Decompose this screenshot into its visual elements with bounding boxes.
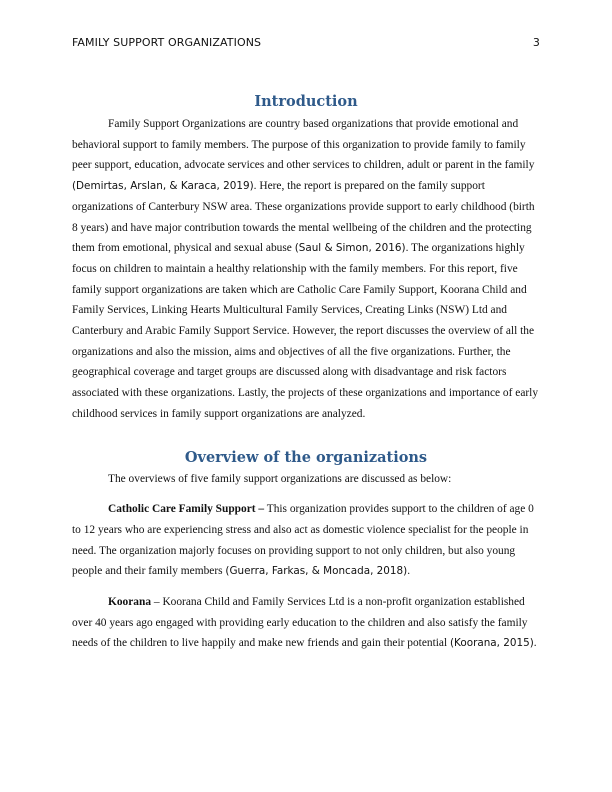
koorana-paragraph	[72, 592, 540, 654]
introduction-heading: Introduction	[254, 93, 358, 110]
catholic-care-end: .	[407, 565, 411, 578]
koorana-citation: (Koorana, 2015)	[450, 637, 534, 650]
catholic-care-citation: (Guerra, Farkas, & Moncada, 2018)	[225, 565, 408, 578]
introduction-paragraph	[72, 114, 540, 425]
koorana-end: .	[533, 637, 537, 650]
intro-citation-1: (Demirtas, Arslan, & Karaca, 2019)	[72, 180, 254, 193]
catholic-care-title: Catholic Care Family Support –	[108, 503, 265, 516]
catholic-care-text: This organization provides support to the children of age 0 to 12 years who are experiencing stress and also act as domestic violence specialist for the people in need. The organization majorly focuses on providing support to not only children, but also young people and their family members	[72, 503, 534, 578]
overview-heading: Overview of the organizations	[184, 448, 428, 466]
catholic-care-paragraph	[72, 499, 540, 582]
document-body	[72, 93, 540, 654]
intro-text-3: . The organizations highly focus on children to maintain a healthy relationship with the family members. For this report, five family support organizations are taken which are Catholic Care Family Support, Koorana Child and Family Services, Linking Hearts Multicultural Family Services, Creating Links (NSW) Ltd and Canterbury and Arabic Family Support Service. However, the report discusses the overview of all the organizations and also the mission, aims and objectives of all the five organizations. Further, the geographical coverage and target groups are discussed along with disadvantage and risk factors associated with these organizations. Lastly, the projects of these organizations and importance of early childhood services in family support organizations are analyzed.	[72, 242, 539, 420]
running-title: FAMILY SUPPORT ORGANIZATIONS	[72, 36, 262, 49]
intro-text-2: . Here, the report is prepared on the family support organizations of Canterbury NSW area. These organizations provide support to early childhood (birth 8 years) and have major contribution towards the mental wellbeing of the children and the protecting them from emotional, physical and sexual abuse	[72, 180, 535, 255]
page-number: 3	[532, 36, 540, 49]
intro-citation-2: (Saul & Simon, 2016)	[294, 242, 406, 255]
page-header	[72, 36, 540, 49]
koorana-title: Koorana	[108, 596, 152, 609]
intro-text-1: Family Support Organizations are country based organizations that provide emotional and behavioral support to family members. The purpose of this organization to provide family to family peer support, education, advocate services and other services to children, adult or parent in the family	[72, 118, 535, 172]
overview-intro-paragraph: The overviews of five family support organizations are discussed as below:	[108, 472, 452, 485]
koorana-text: – Koorana Child and Family Services Ltd is a non-profit organization established over 40 years ago engaged with providing early education to the children and also satisfy the family needs of the children to live happily and make new friends and gain their potential	[72, 596, 528, 650]
